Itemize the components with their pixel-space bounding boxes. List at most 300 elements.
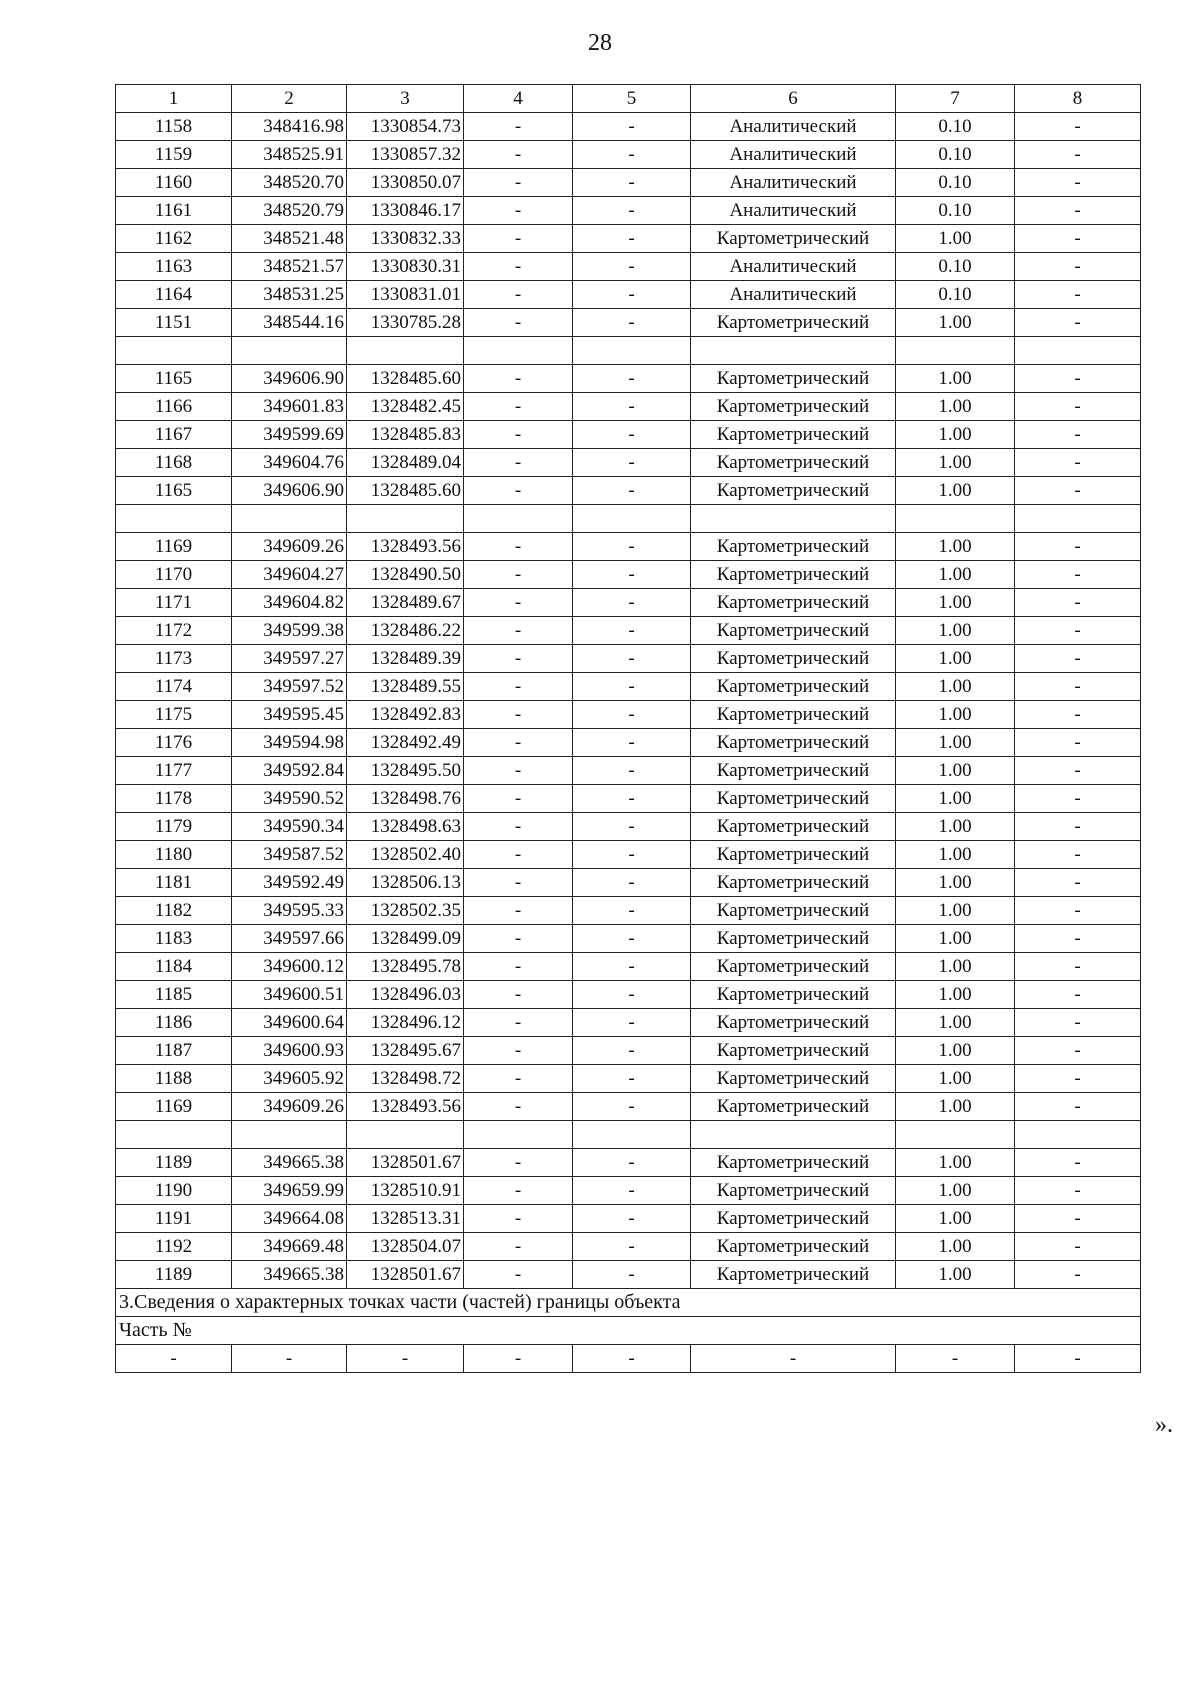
table-cell: 1172 (116, 617, 232, 645)
empty-cell (573, 1121, 691, 1149)
table-cell: - (464, 1093, 573, 1121)
table-cell: 349597.66 (232, 925, 347, 953)
table-cell: Аналитический (691, 197, 896, 225)
table-cell: 1.00 (896, 869, 1015, 897)
table-cell: 1188 (116, 1065, 232, 1093)
table-cell: Аналитический (691, 169, 896, 197)
table-cell: - (573, 365, 691, 393)
table-cell: Аналитический (691, 113, 896, 141)
table-cell: 1189 (116, 1149, 232, 1177)
table-cell: 1151 (116, 309, 232, 337)
table-cell: 1.00 (896, 225, 1015, 253)
table-cell: - (1015, 813, 1141, 841)
table-cell: - (573, 1177, 691, 1205)
table-cell: 1328510.91 (347, 1177, 464, 1205)
table-cell: 1.00 (896, 645, 1015, 673)
table-cell: Картометрический (691, 1261, 896, 1289)
table-cell: - (1015, 785, 1141, 813)
table-cell: 1330857.32 (347, 141, 464, 169)
table-cell: 1.00 (896, 477, 1015, 505)
table-cell: Картометрический (691, 925, 896, 953)
table-cell: 1176 (116, 729, 232, 757)
table-cell: - (464, 141, 573, 169)
table-cell: - (1015, 617, 1141, 645)
table-cell: - (1015, 225, 1141, 253)
table-cell: 1328482.45 (347, 393, 464, 421)
table-cell: 1328502.35 (347, 897, 464, 925)
table-cell: - (1015, 869, 1141, 897)
empty-cell (573, 337, 691, 365)
table-row (116, 589, 1141, 617)
table-cell: - (232, 1345, 347, 1373)
table-cell: 1330832.33 (347, 225, 464, 253)
table-cell: Картометрический (691, 981, 896, 1009)
table-cell: 0.10 (896, 113, 1015, 141)
table-cell: - (1015, 1345, 1141, 1373)
table-cell: 1179 (116, 813, 232, 841)
table-cell: Картометрический (691, 897, 896, 925)
table-cell: - (464, 365, 573, 393)
table-cell: 1.00 (896, 1205, 1015, 1233)
table-cell: 1328485.83 (347, 421, 464, 449)
table-cell: 1180 (116, 841, 232, 869)
table-row (116, 449, 1141, 477)
table-cell: - (573, 1037, 691, 1065)
table-cell: 349600.51 (232, 981, 347, 1009)
empty-cell (691, 337, 896, 365)
table-cell: 1170 (116, 561, 232, 589)
empty-cell (573, 505, 691, 533)
table-row (116, 309, 1141, 337)
table-cell: 348520.70 (232, 169, 347, 197)
section-title-text: 3.Сведения о характерных точках части (частей) границы объекта (116, 1289, 1141, 1317)
table-cell: - (1015, 141, 1141, 169)
table-cell: - (464, 1149, 573, 1177)
table-cell: 1.00 (896, 1065, 1015, 1093)
table-cell: - (1015, 897, 1141, 925)
table-cell: - (573, 701, 691, 729)
table-cell: - (1015, 197, 1141, 225)
table-cell: 1328495.78 (347, 953, 464, 981)
table-cell: - (464, 869, 573, 897)
table-cell: - (1015, 673, 1141, 701)
empty-cell (691, 505, 896, 533)
empty-cell (464, 337, 573, 365)
table-cell: - (464, 169, 573, 197)
table-cell: - (1015, 561, 1141, 589)
table-cell: 349600.12 (232, 953, 347, 981)
table-cell: 349605.92 (232, 1065, 347, 1093)
table-row (116, 365, 1141, 393)
table-cell: 1328485.60 (347, 365, 464, 393)
table-cell: Картометрический (691, 869, 896, 897)
table-cell: 1182 (116, 897, 232, 925)
table-cell: - (573, 1345, 691, 1373)
table-cell: 1192 (116, 1233, 232, 1261)
table-cell: Картометрический (691, 673, 896, 701)
empty-cell (464, 1121, 573, 1149)
table-cell: 1.00 (896, 589, 1015, 617)
table-cell: 1.00 (896, 421, 1015, 449)
table-cell: - (573, 673, 691, 701)
table-cell: 1190 (116, 1177, 232, 1205)
empty-cell (1015, 1121, 1141, 1149)
table-cell: 1330785.28 (347, 309, 464, 337)
table-cell: - (464, 561, 573, 589)
table-cell: Картометрический (691, 813, 896, 841)
table-cell: 349604.76 (232, 449, 347, 477)
table-cell: 1.00 (896, 757, 1015, 785)
table-row (116, 1149, 1141, 1177)
table-cell: - (573, 477, 691, 505)
table-cell: 1328486.22 (347, 617, 464, 645)
table-cell: - (464, 953, 573, 981)
table-cell: Картометрический (691, 701, 896, 729)
table-row (116, 197, 1141, 225)
table-cell: - (573, 785, 691, 813)
table-cell: 1165 (116, 477, 232, 505)
table-cell: 1330850.07 (347, 169, 464, 197)
table-cell: - (1015, 1037, 1141, 1065)
table-cell: - (573, 197, 691, 225)
table-row (116, 1233, 1141, 1261)
table-cell: 1328496.12 (347, 1009, 464, 1037)
table-cell: 1.00 (896, 729, 1015, 757)
table-cell: Картометрический (691, 729, 896, 757)
table-row (116, 1177, 1141, 1205)
table-cell: - (573, 953, 691, 981)
table-cell: 1328513.31 (347, 1205, 464, 1233)
table-cell: Картометрический (691, 1149, 896, 1177)
empty-cell (896, 337, 1015, 365)
table-cell: Аналитический (691, 253, 896, 281)
table-cell: 8 (1015, 85, 1141, 113)
table-cell: - (573, 449, 691, 477)
table-cell: 1328495.67 (347, 1037, 464, 1065)
table-cell: - (573, 1149, 691, 1177)
table-row (116, 981, 1141, 1009)
table-cell: 1.00 (896, 449, 1015, 477)
table-cell: - (573, 589, 691, 617)
table-cell: 1164 (116, 281, 232, 309)
empty-cell (116, 505, 232, 533)
table-cell: - (464, 225, 573, 253)
table-row (116, 953, 1141, 981)
table-cell: 1187 (116, 1037, 232, 1065)
table-cell: 1328498.76 (347, 785, 464, 813)
table-cell: 1.00 (896, 1009, 1015, 1037)
table-row (116, 477, 1141, 505)
table-cell: 349609.26 (232, 1093, 347, 1121)
table-cell: - (1015, 841, 1141, 869)
final-row (116, 1345, 1141, 1373)
table-cell: Картометрический (691, 393, 896, 421)
empty-cell (116, 1121, 232, 1149)
table-cell: 1181 (116, 869, 232, 897)
table-cell: Картометрический (691, 645, 896, 673)
table-row (116, 141, 1141, 169)
table-cell: Картометрический (691, 841, 896, 869)
table-cell: 349592.49 (232, 869, 347, 897)
table-cell: - (573, 421, 691, 449)
table-cell: - (464, 393, 573, 421)
table-cell: 0.10 (896, 197, 1015, 225)
table-row (116, 561, 1141, 589)
table-cell: Картометрический (691, 1037, 896, 1065)
table-cell: - (347, 1345, 464, 1373)
table-cell: - (1015, 1205, 1141, 1233)
table-cell: 1330830.31 (347, 253, 464, 281)
table-cell: - (464, 421, 573, 449)
table-cell: - (573, 925, 691, 953)
table-cell: - (464, 113, 573, 141)
table-cell: 1168 (116, 449, 232, 477)
table-cell: - (464, 589, 573, 617)
table-cell: 1167 (116, 421, 232, 449)
table-cell: - (1015, 1093, 1141, 1121)
empty-cell (691, 1121, 896, 1149)
table-cell: - (573, 533, 691, 561)
table-cell: - (464, 1177, 573, 1205)
empty-cell (232, 1121, 347, 1149)
table-cell: - (573, 645, 691, 673)
table-cell: Картометрический (691, 1177, 896, 1205)
table-row (116, 169, 1141, 197)
table-cell: 0.10 (896, 141, 1015, 169)
table-row (116, 393, 1141, 421)
table-cell: Картометрический (691, 757, 896, 785)
table-cell: 1328502.40 (347, 841, 464, 869)
table-cell: Картометрический (691, 421, 896, 449)
table-cell: - (573, 1205, 691, 1233)
table-cell: Аналитический (691, 281, 896, 309)
table-cell: 1178 (116, 785, 232, 813)
table-cell: 349606.90 (232, 477, 347, 505)
table-cell: 349604.27 (232, 561, 347, 589)
table-row (116, 225, 1141, 253)
table-cell: 1173 (116, 645, 232, 673)
table-row (116, 1261, 1141, 1289)
table-cell: 1.00 (896, 1037, 1015, 1065)
table-row (116, 897, 1141, 925)
section-title (116, 1289, 1141, 1317)
table-row (116, 1065, 1141, 1093)
table-cell: 348531.25 (232, 281, 347, 309)
table-cell: - (464, 701, 573, 729)
table-row (116, 841, 1141, 869)
table-cell: 349664.08 (232, 1205, 347, 1233)
table-cell: - (464, 533, 573, 561)
table-cell: 349592.84 (232, 757, 347, 785)
table-cell: 349600.93 (232, 1037, 347, 1065)
table-cell: - (573, 113, 691, 141)
table-cell: 1162 (116, 225, 232, 253)
table-cell: 1328495.50 (347, 757, 464, 785)
table-cell: 1328489.67 (347, 589, 464, 617)
table-row (116, 1009, 1141, 1037)
table-cell: 1 (116, 85, 232, 113)
table-cell: 1185 (116, 981, 232, 1009)
table-cell: 349599.69 (232, 421, 347, 449)
table-cell: 1328501.67 (347, 1261, 464, 1289)
table-cell: 0.10 (896, 253, 1015, 281)
table-cell: - (464, 645, 573, 673)
table-row (116, 645, 1141, 673)
empty-cell (1015, 505, 1141, 533)
table-row (116, 729, 1141, 757)
table-cell: Картометрический (691, 1233, 896, 1261)
table-cell: 1158 (116, 113, 232, 141)
table-cell: - (573, 1233, 691, 1261)
table-cell: - (1015, 981, 1141, 1009)
table-cell: - (573, 1065, 691, 1093)
table-cell: 0.10 (896, 281, 1015, 309)
table-cell: 1183 (116, 925, 232, 953)
table-cell: 349659.99 (232, 1177, 347, 1205)
table-cell: - (464, 785, 573, 813)
table-cell: 1.00 (896, 953, 1015, 981)
table-cell: - (1015, 113, 1141, 141)
empty-cell (232, 505, 347, 533)
table-cell: - (573, 757, 691, 785)
empty-cell (464, 505, 573, 533)
table-cell: 6 (691, 85, 896, 113)
table-row (116, 617, 1141, 645)
table-cell: - (573, 1093, 691, 1121)
table-cell: - (573, 281, 691, 309)
table-cell: 1.00 (896, 1177, 1015, 1205)
table-cell: 349590.52 (232, 785, 347, 813)
table-cell: 1.00 (896, 617, 1015, 645)
table-cell: - (1015, 365, 1141, 393)
table-cell: 348520.79 (232, 197, 347, 225)
table-cell: - (464, 1261, 573, 1289)
table-cell: - (464, 897, 573, 925)
table-cell: 1174 (116, 673, 232, 701)
table-cell: - (573, 617, 691, 645)
empty-cell (896, 505, 1015, 533)
empty-cell (347, 505, 464, 533)
header-row (116, 85, 1141, 113)
table-cell: - (464, 281, 573, 309)
table-cell: - (1015, 1233, 1141, 1261)
table-cell: 1328501.67 (347, 1149, 464, 1177)
table-cell: 1189 (116, 1261, 232, 1289)
separator-row (116, 337, 1141, 365)
table-cell: 1175 (116, 701, 232, 729)
empty-cell (896, 1121, 1015, 1149)
table-row (116, 1037, 1141, 1065)
table-cell: 2 (232, 85, 347, 113)
table-row (116, 533, 1141, 561)
table-cell: 1.00 (896, 897, 1015, 925)
table-cell: Картометрический (691, 1009, 896, 1037)
table-cell: - (573, 225, 691, 253)
table-cell: 1328489.39 (347, 645, 464, 673)
table-cell: 1330854.73 (347, 113, 464, 141)
table-cell: 349601.83 (232, 393, 347, 421)
table-cell: - (1015, 757, 1141, 785)
table-cell: Картометрический (691, 953, 896, 981)
table-cell: 1177 (116, 757, 232, 785)
table-row (116, 253, 1141, 281)
table-cell: 349597.52 (232, 673, 347, 701)
table-cell: - (464, 981, 573, 1009)
table-cell: 7 (896, 85, 1015, 113)
table-cell: 1328493.56 (347, 1093, 464, 1121)
table-cell: Картометрический (691, 589, 896, 617)
empty-cell (116, 337, 232, 365)
table-cell: - (464, 617, 573, 645)
table-cell: - (1015, 1065, 1141, 1093)
table-cell: - (1015, 393, 1141, 421)
table-cell: Картометрический (691, 449, 896, 477)
table-cell: Аналитический (691, 141, 896, 169)
table-cell: 1159 (116, 141, 232, 169)
table-cell: - (1015, 645, 1141, 673)
table-cell: - (1015, 701, 1141, 729)
table-cell: Картометрический (691, 1093, 896, 1121)
table-cell: 1166 (116, 393, 232, 421)
empty-cell (347, 1121, 464, 1149)
table-row (116, 701, 1141, 729)
table-cell: 5 (573, 85, 691, 113)
table-cell: 1328506.13 (347, 869, 464, 897)
table-cell: Картометрический (691, 477, 896, 505)
table-cell: - (573, 561, 691, 589)
table-cell: - (573, 869, 691, 897)
table-cell: - (1015, 477, 1141, 505)
part-label (116, 1317, 1141, 1345)
table-cell: - (1015, 281, 1141, 309)
table-cell: - (1015, 589, 1141, 617)
table-cell: 349606.90 (232, 365, 347, 393)
table-cell: 1.00 (896, 561, 1015, 589)
table-cell: 349604.82 (232, 589, 347, 617)
table-cell: 1163 (116, 253, 232, 281)
table-row (116, 421, 1141, 449)
table-body (116, 85, 1141, 1373)
table-cell: - (464, 729, 573, 757)
table-cell: Картометрический (691, 533, 896, 561)
table-cell: - (464, 1205, 573, 1233)
table-cell: - (1015, 1149, 1141, 1177)
table-cell: - (1015, 925, 1141, 953)
table-cell: - (573, 729, 691, 757)
empty-cell (232, 337, 347, 365)
table-cell: - (1015, 1009, 1141, 1037)
table-row (116, 1205, 1141, 1233)
table-cell: - (573, 813, 691, 841)
table-cell: - (1015, 309, 1141, 337)
table-cell: 3 (347, 85, 464, 113)
table-cell: - (1015, 953, 1141, 981)
table-row (116, 785, 1141, 813)
table-cell: - (1015, 1177, 1141, 1205)
table-cell: 349595.33 (232, 897, 347, 925)
coordinates-table (115, 84, 1141, 1373)
table-row (116, 925, 1141, 953)
table-cell: Картометрический (691, 1205, 896, 1233)
part-label-text: Часть № (116, 1317, 1141, 1345)
table-cell: 348521.48 (232, 225, 347, 253)
table-cell: - (573, 393, 691, 421)
table-cell: - (573, 897, 691, 925)
table-cell: 1328493.56 (347, 533, 464, 561)
page-number: 28 (588, 30, 612, 56)
table-cell: 1.00 (896, 365, 1015, 393)
empty-cell (347, 337, 464, 365)
